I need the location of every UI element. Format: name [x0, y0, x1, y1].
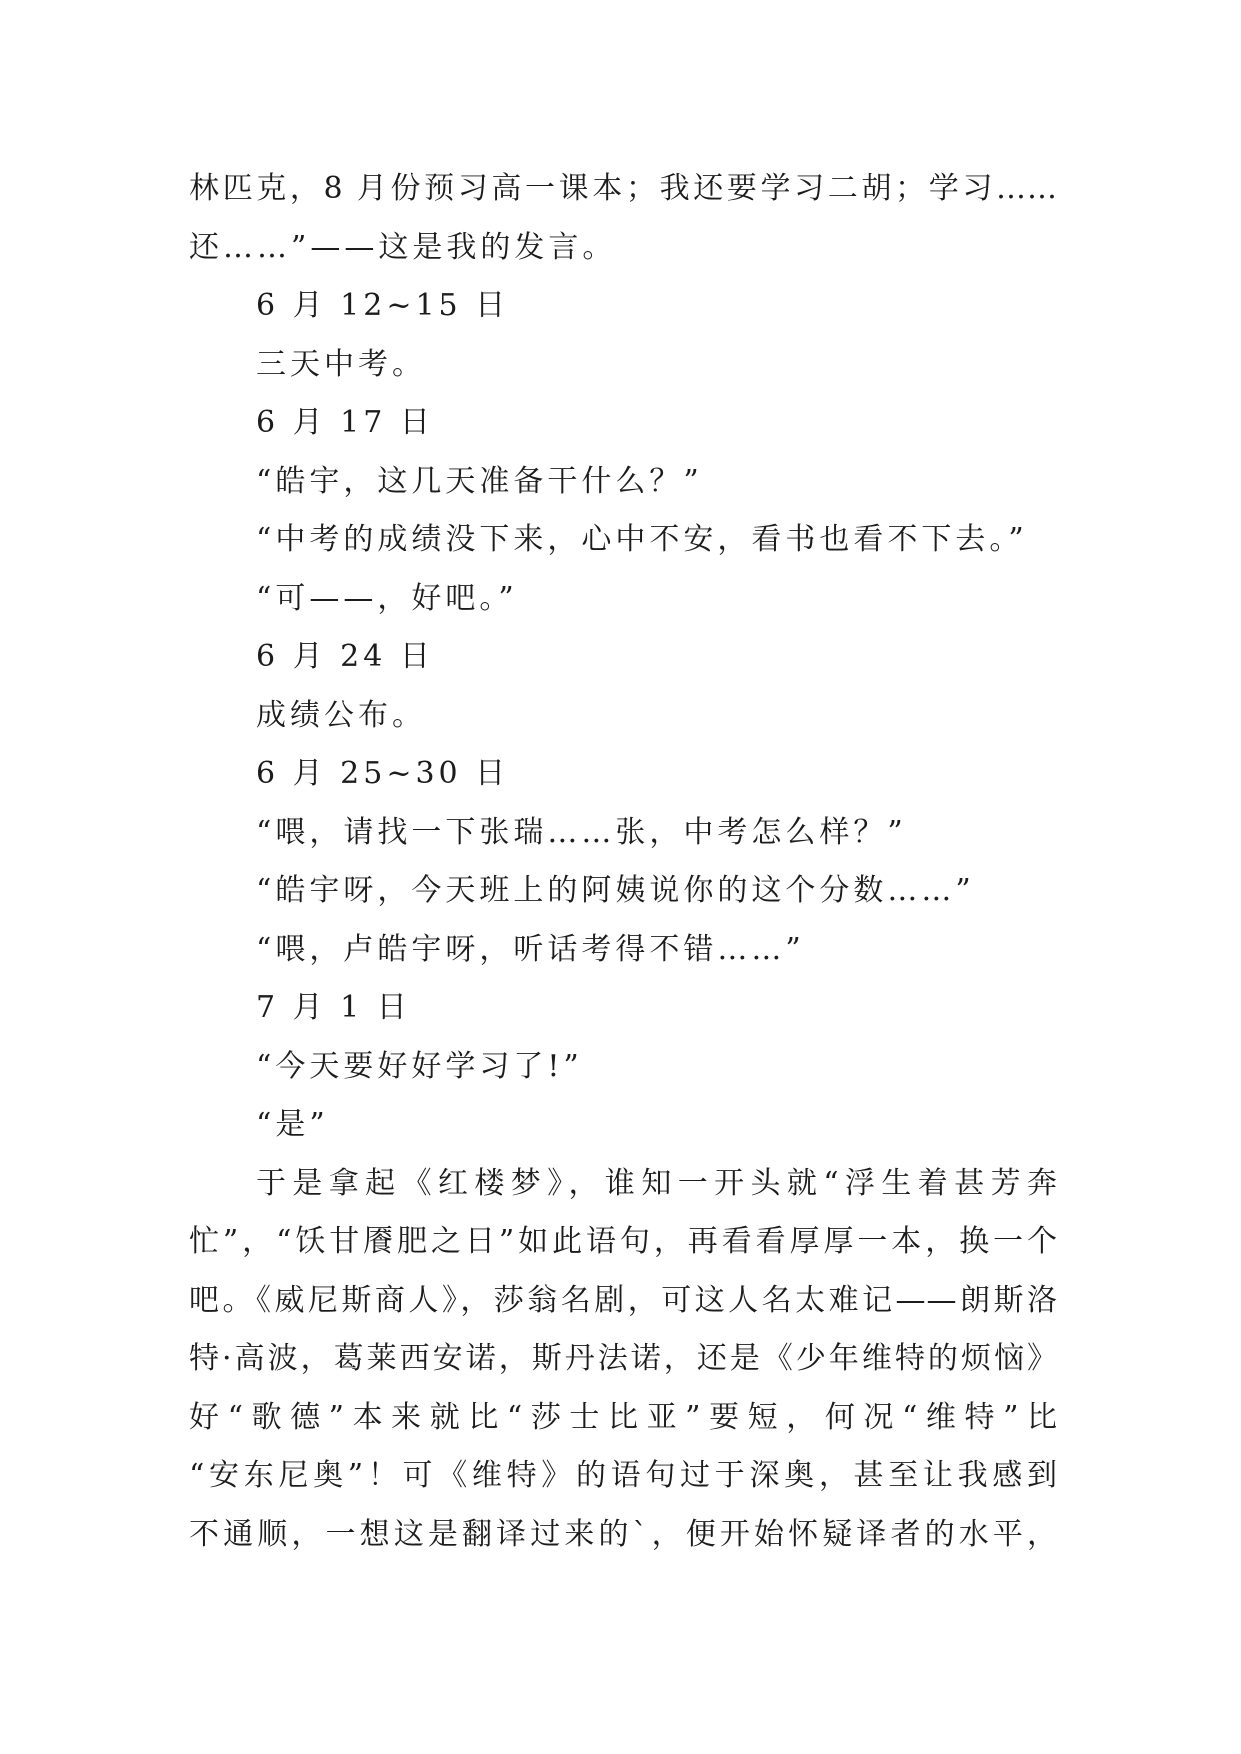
date-heading: 6 月 17 日: [256, 405, 434, 440]
dialogue-line: “喂，卢皓宇呀，听话考得不错……”: [256, 931, 805, 967]
date-heading: 7 月 1 日: [256, 990, 411, 1025]
date-heading: 6 月 12~15 日: [256, 288, 510, 323]
dialogue-line: “中考的成绩没下来，心中不安，看书也看不下去。”: [256, 522, 1028, 557]
paragraph-line: 林匹克，8 月份预习高一课本；我还要学习二胡；学习……: [189, 171, 1058, 206]
paragraph-line: 于是拿起《红楼梦》，谁知一开头就“浮生着甚芳奔: [256, 1165, 1058, 1201]
paragraph-line: 三天中考。: [256, 346, 426, 382]
date-heading: 6 月 24 日: [256, 639, 434, 674]
dialogue-line: “今天要好好学习了!”: [256, 1048, 583, 1084]
paragraph-line: 好“歌德”本来就比“莎士比亚”要短，何况“维特”比: [189, 1399, 1058, 1435]
dialogue-line: “皓宇呀，今天班上的阿姨说你的这个分数……”: [256, 873, 975, 908]
paragraph-line: 不通顺，一想这是翻译过来的`，便开始怀疑译者的水平，: [189, 1516, 1058, 1552]
document-body: [189, 160, 1058, 1564]
dialogue-line: “喂，请找一下张瑞……张，中考怎么样？”: [256, 814, 907, 850]
paragraph-line: “安东尼奥”！可《维特》的语句过于深奥，甚至让我感到: [189, 1458, 1058, 1493]
paragraph-line: 忙”，“饫甘餍肥之日”如此语句，再看看厚厚一本，换一个: [189, 1224, 1058, 1259]
dialogue-line: “是”: [256, 1107, 329, 1142]
paragraph-line: 还……”——这是我的发言。: [189, 229, 617, 265]
paragraph-line: 特·高波，葛莱西安诺，斯丹法诺，还是《少年维特的烦恼》: [189, 1341, 1058, 1376]
dialogue-line: “可——，好吧。”: [256, 580, 518, 616]
paragraph-line: 吧。《威尼斯商人》，莎翁名剧，可这人名太难记——朗斯洛: [189, 1282, 1058, 1318]
date-heading: 6 月 25~30 日: [256, 756, 510, 791]
paragraph-line: 成绩公布。: [256, 697, 426, 733]
dialogue-line: “皓宇，这几天准备干什么？”: [256, 463, 703, 499]
